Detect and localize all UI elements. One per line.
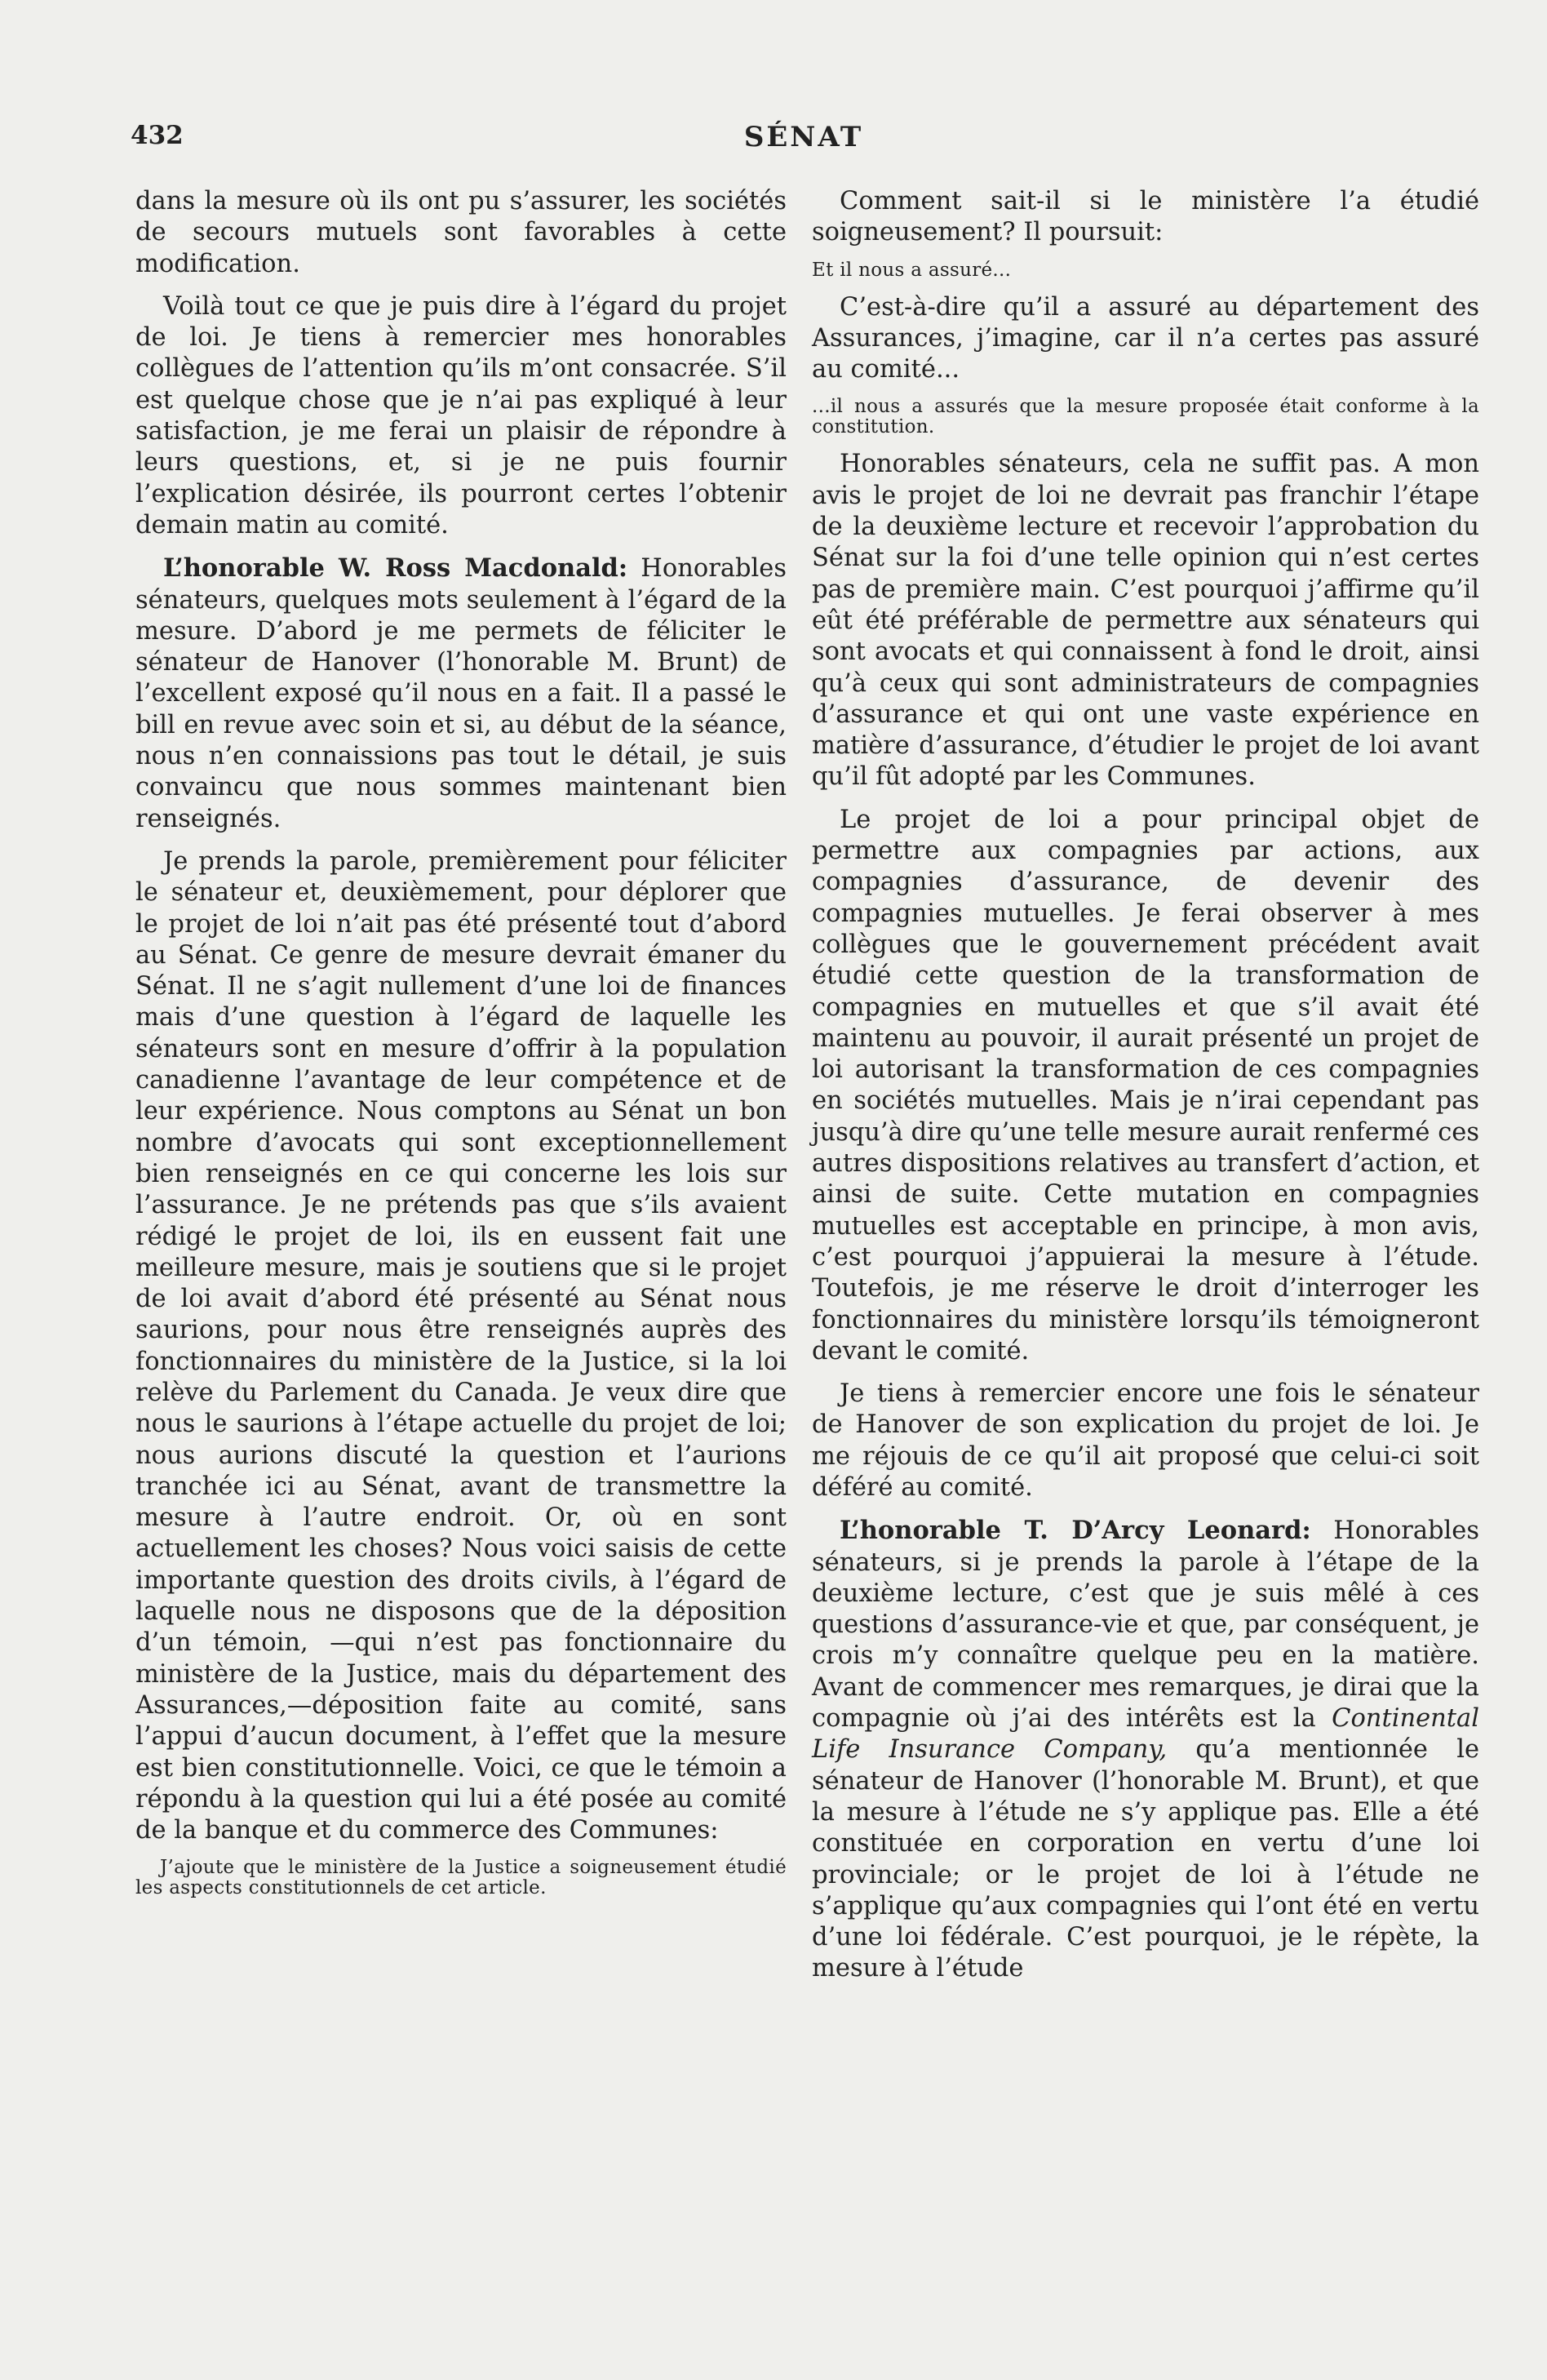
page-number: 432 [131, 121, 184, 150]
paragraph: Voilà tout ce que je puis dire à l’égard du projet de loi. Je tiens à remercier mes honorables collègues de l’attention qu’ils m’ont consacrée. S’il est quelque chose que je n’ai pas expliqué à leur satisfaction, je me ferai un plaisir de répondre à leurs questions, et, si je ne puis fournir l’explication désirée, ils pourront certes l’obtenir demain matin au comité. [135, 291, 787, 539]
left-column [135, 186, 787, 1910]
speaker-name: L’honorable W. Ross Macdonald: [163, 553, 628, 584]
right-column [812, 186, 1479, 1996]
quoted-testimony: J’ajoute que le ministère de la Justice a soigneusement étudié les aspects constitutionnels de cet article. [135, 1857, 787, 1899]
quoted-testimony: ...il nous a assurés que la mesure proposée était conforme à la constitution. [812, 396, 1479, 438]
speaker-name: L’honorable T. D’Arcy Leonard: [840, 1516, 1311, 1546]
running-title: SÉNAT [743, 121, 864, 153]
speech-text: qu’a mentionnée le sénateur de Hanover (l’honorable M. Brunt), et que la mesure à l’étude ne s’y applique pas. Elle a été constituée en corporation en vertu d’une loi provinciale; or le projet de loi à l’étude ne s’applique qu’aux compagnies qui l’ont été en vertu d’une loi fédérale. C’est pourquoi, je le répète, la mesure à l’étude [812, 1735, 1479, 1983]
speech-paragraph [812, 1515, 1479, 1984]
speech-text: Honorables sénateurs, si je prends la parole à l’étape de la deuxième lecture, c’est que je suis mêlé à ces questions d’assurance-vie et que, par conséquent, je crois m’y connaître quelque peu en la matière. Avant de commencer mes remarques, je dirai que la compagnie où j’ai des intérêts est la [812, 1516, 1480, 1734]
page-header [131, 121, 1477, 162]
paragraph: Le projet de loi a pour principal objet de permettre aux compagnies par actions, aux compagnies d’assurance, de devenir des compagnies mutuelles. Je ferai observer à mes collègues que le gouvernement précédent avait étudié cette question de la transformation de compagnies en mutuelles et que s’il avait été maintenu au pouvoir, il aurait présenté un projet de loi autorisant la transformation de ces compagnies en sociétés mutuelles. Mais je n’irai cependant pas jusqu’à dire qu’une telle mesure aurait renfermé ces autres dispositions relatives au transfert d’action, et ainsi de suite. Cette mutation en compagnies mutuelles est acceptable en principe, à mon avis, c’est pourquoi j’appuierai la mesure à l’étude. Toutefois, je me réserve le droit d’interroger les fonctionnaires du ministère lorsqu’ils témoigneront devant le comité. [812, 805, 1479, 1365]
paragraph: Je tiens à remercier encore une fois le sénateur de Hanover de son explication du projet de loi. Je me réjouis de ce qu’il ait proposé que celui-ci soit déféré au comité. [812, 1379, 1479, 1502]
paragraph: dans la mesure où ils ont pu s’assurer, les sociétés de secours mutuels sont favorables à cette modification. [135, 187, 787, 278]
paragraph: C’est-à-dire qu’il a assuré au département des Assurances, j’imagine, car il n’a certes pas assuré au comité... [812, 292, 1479, 384]
quoted-testimony: Et il nous a assuré... [812, 259, 1012, 281]
paragraph: Honorables sénateurs, cela ne suffit pas. A mon avis le projet de loi ne devrait pas franchir l’étape de la deuxième lecture et recevoir l’approbation du Sénat sur la foi d’une telle opinion qui n’est certes pas de première main. C’est pourquoi j’affirme qu’il eût été préférable de permettre aux sénateurs qui sont avocats et qui connaissent à fond le droit, ainsi qu’à ceux qui sont administrateurs de compagnies d’assurance et qui ont une vaste expérience en matière d’assurance, d’étudier le projet de loi avant qu’il fût adopté par les Communes. [812, 450, 1479, 792]
speech-paragraph [135, 553, 787, 835]
speech-text: Honorables sénateurs, quelques mots seulement à l’égard de la mesure. D’abord je me permets de féliciter le sénateur de Hanover (l’honorable M. Brunt) de l’excellent exposé qu’il nous en a fait. Il a passé le bill en revue avec soin et si, au début de la séance, nous n’en connaissions pas tout le détail, je suis convaincu que nous sommes maintenant bien renseignés. [135, 554, 787, 833]
company-name: Continental Life Insurance Company, [812, 1704, 1479, 1765]
paragraph: Je prends la parole, premièrement pour féliciter le sénateur et, deuxièmement, pour déplorer que le projet de loi n’ait pas été présenté tout d’abord au Sénat. Ce genre de mesure devrait émaner du Sénat. Il ne s’agit nullement d’une loi de finances mais d’une question à l’égard de laquelle les sénateurs sont en mesure d’offrir à la population canadienne l’avantage de leur compétence et de leur expérience. Nous comptons au Sénat un bon nombre d’avocats qui sont exceptionnellement bien renseignés en ce qui concerne les lois sur l’assurance. Je ne prétends pas que s’ils avaient rédigé le projet de loi, ils en eussent fait une meilleure mesure, mais je soutiens que si le projet de loi avait d’abord été présenté au Sénat nous saurions, pour nous être renseignés auprès des fonctionnaires du ministère de la Justice, si la loi relève du Parlement du Canada. Je veux dire que nous le saurions à l’étape actuelle du projet de loi; nous aurions discuté la question et l’aurions tranchée ici au Sénat, avant de transmettre la mesure à l’autre endroit. Or, où en sont actuellement les choses? Nous voici saisis de cette importante question des droits civils, à l’égard de laquelle nous ne disposons que de la déposition d’un témoin, —qui n’est pas fonctionnaire du ministère de la Justice, mais du département des Assurances,—déposition faite au comité, sans l’appui d’aucun document, à l’effet que la mesure est bien constitutionnelle. Voici, ce que le témoin a répondu à la question qui lui a été posée au comité de la banque et du commerce des Communes: [135, 846, 787, 1845]
paragraph: Comment sait-il si le ministère l’a étudié soigneusement? Il poursuit: [812, 187, 1479, 247]
